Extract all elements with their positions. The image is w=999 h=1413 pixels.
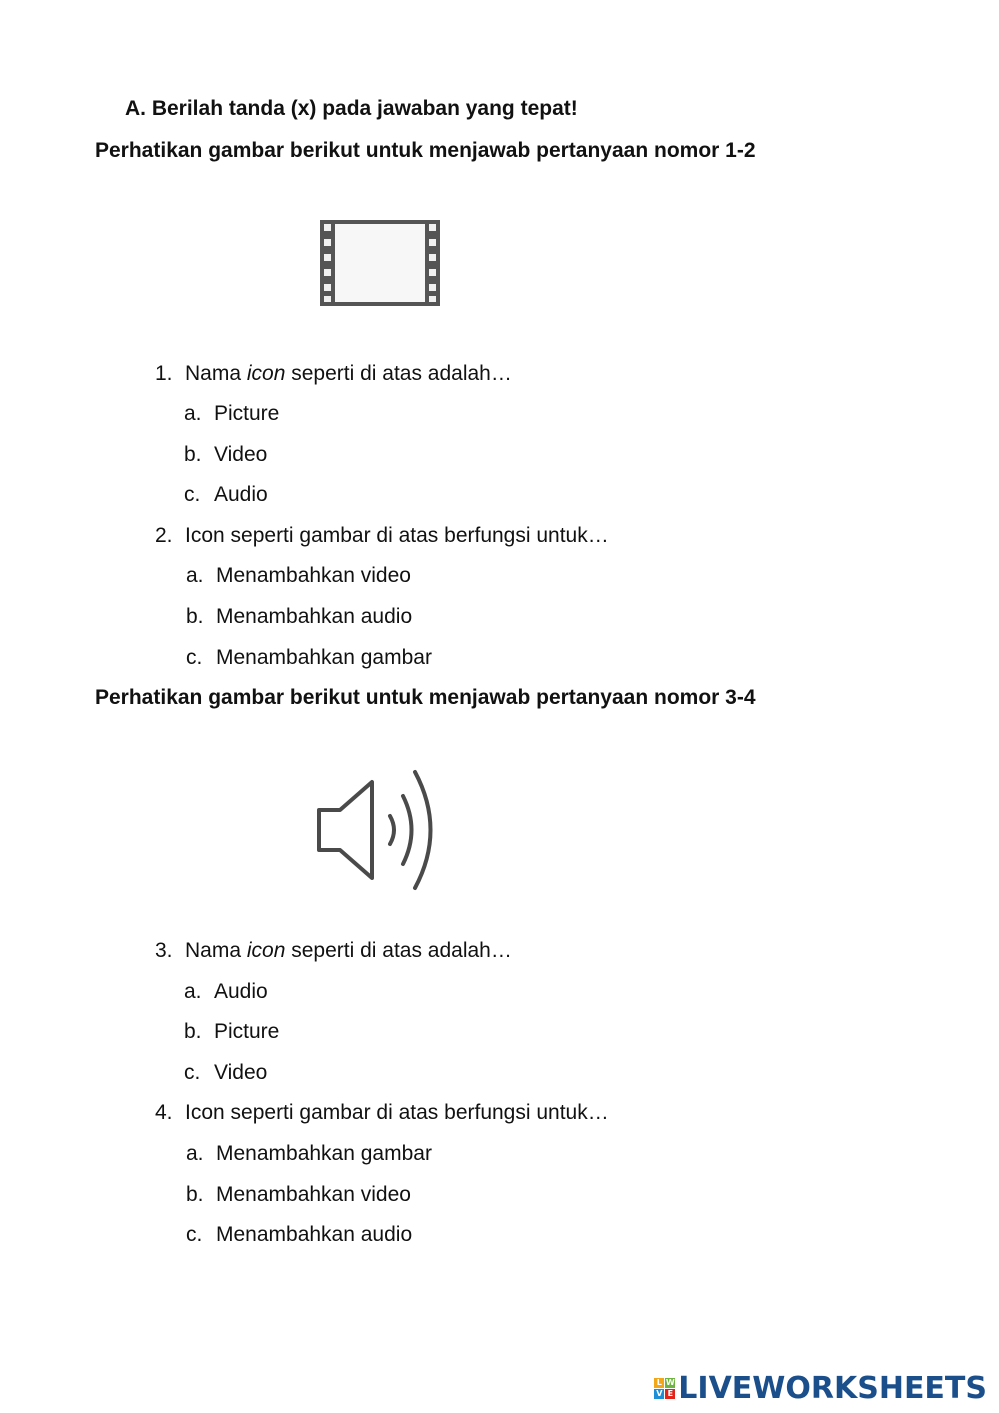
option-2a[interactable]: [186, 564, 411, 588]
question-4: [155, 1101, 609, 1125]
option-letter: b.: [184, 443, 202, 466]
option-text: Menambahkan gambar: [216, 1142, 432, 1165]
option-2c[interactable]: [186, 646, 432, 670]
option-text: Picture: [214, 402, 280, 425]
option-2b[interactable]: [186, 605, 412, 629]
option-4c[interactable]: [186, 1223, 412, 1247]
option-letter: b.: [186, 605, 204, 628]
question-3: [155, 939, 512, 963]
film-strip-icon: [318, 218, 442, 308]
question-number: 2.: [155, 524, 173, 547]
liveworksheets-logo: [654, 1371, 987, 1405]
question-text-post: seperti di atas adalah…: [285, 362, 512, 385]
option-letter: a.: [184, 402, 202, 425]
question-text: Icon seperti gambar di atas berfungsi untuk…: [185, 1101, 609, 1124]
option-letter: c.: [186, 646, 203, 669]
question-text-post: seperti di atas adalah…: [285, 939, 512, 962]
section1-heading: Perhatikan gambar berikut untuk menjawab pertanyaan nomor 1-2: [95, 139, 756, 162]
option-text: Picture: [214, 1020, 280, 1043]
option-4a[interactable]: [186, 1142, 432, 1166]
option-text: Menambahkan audio: [216, 605, 413, 628]
question-text-pre: Nama: [185, 939, 247, 962]
option-letter: c.: [186, 1223, 203, 1246]
instruction-heading: A. Berilah tanda (x) pada jawaban yang tepat!: [125, 97, 578, 120]
option-text: Menambahkan gambar: [216, 646, 432, 669]
logo-blocks-icon: [654, 1378, 675, 1399]
option-text: Menambahkan video: [216, 564, 411, 587]
option-3b[interactable]: [184, 1020, 279, 1044]
option-text: Audio: [214, 483, 268, 506]
logo-block: E: [665, 1389, 675, 1399]
question-number: 4.: [155, 1101, 173, 1124]
option-letter: a.: [186, 564, 204, 587]
option-text: Menambahkan audio: [216, 1223, 413, 1246]
logo-text: LIVEWORKSHEETS: [678, 1370, 987, 1406]
option-letter: a.: [186, 1142, 204, 1165]
question-number: 1.: [155, 362, 173, 385]
option-letter: a.: [184, 980, 202, 1003]
option-3a[interactable]: [184, 980, 268, 1004]
question-text-pre: Nama: [185, 362, 247, 385]
question-1: [155, 362, 512, 386]
question-number: 3.: [155, 939, 173, 962]
option-text: Video: [214, 443, 268, 466]
option-letter: c.: [184, 483, 201, 506]
option-letter: c.: [184, 1061, 201, 1084]
question-2: [155, 524, 609, 548]
option-3c[interactable]: [184, 1061, 267, 1085]
section2-heading: Perhatikan gambar berikut untuk menjawab pertanyaan nomor 3-4: [95, 686, 756, 709]
option-1c[interactable]: [184, 483, 268, 507]
question-text-em: icon: [246, 362, 286, 385]
question-text-em: icon: [246, 939, 286, 962]
option-text: Menambahkan video: [216, 1183, 411, 1206]
option-letter: b.: [186, 1183, 204, 1206]
logo-block: L: [654, 1378, 664, 1388]
option-4b[interactable]: [186, 1183, 411, 1207]
option-1a[interactable]: [184, 402, 279, 426]
option-1b[interactable]: [184, 443, 267, 467]
speaker-icon: [314, 768, 446, 892]
option-letter: b.: [184, 1020, 202, 1043]
question-text: Icon seperti gambar di atas berfungsi untuk…: [185, 524, 609, 547]
logo-block: W: [665, 1377, 675, 1387]
option-text: Audio: [214, 980, 268, 1003]
option-text: Video: [214, 1061, 268, 1084]
logo-block: V: [656, 1388, 663, 1398]
